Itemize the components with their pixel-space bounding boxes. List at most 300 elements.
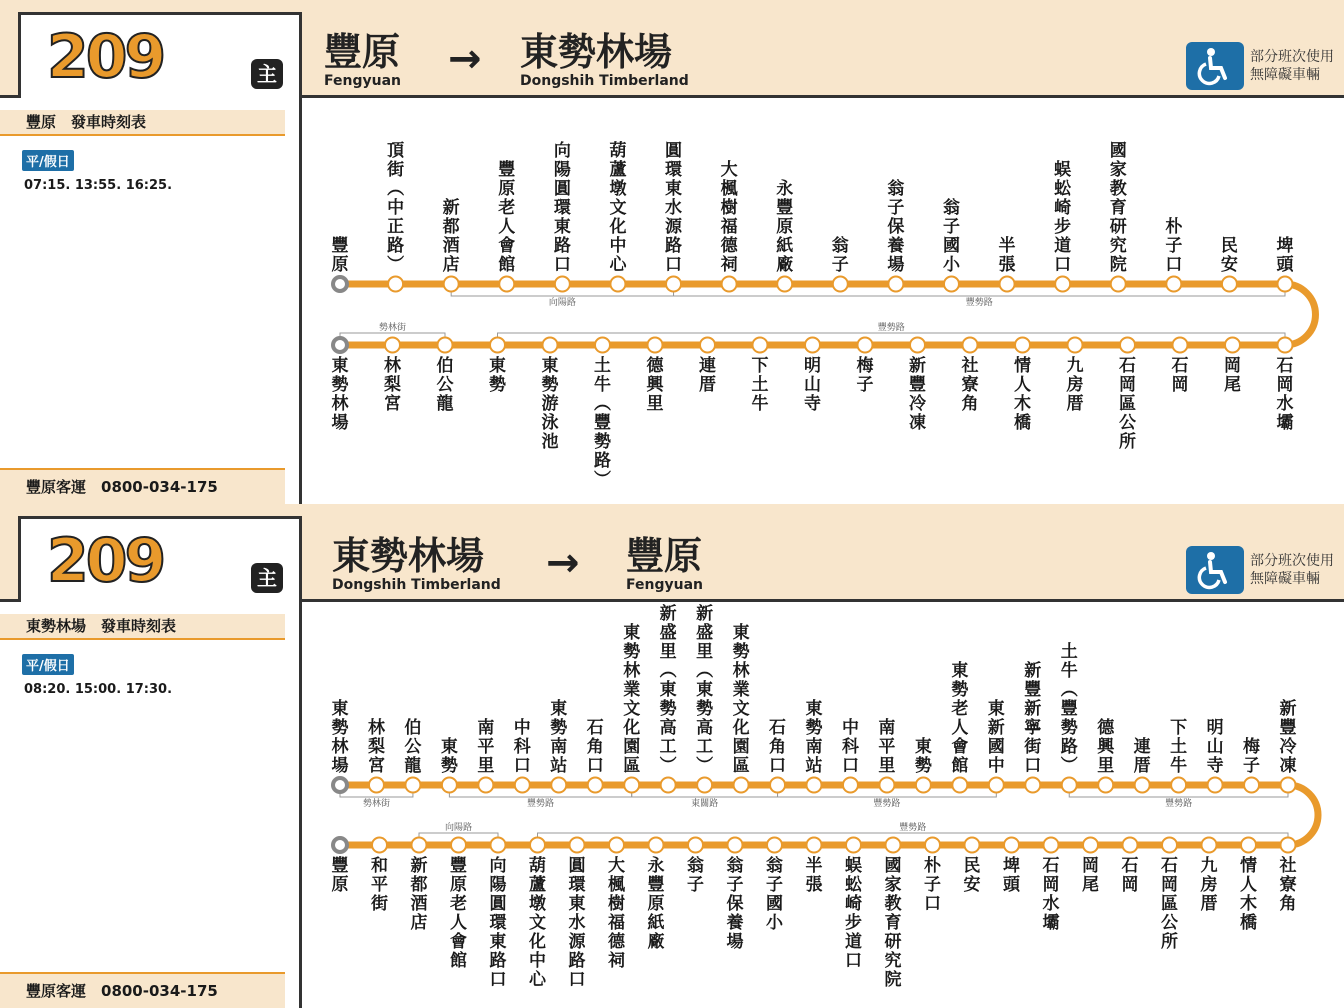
stop-name-char: 林 xyxy=(623,661,641,681)
stop-name-char: 小 xyxy=(942,255,960,275)
stop-name-char: 石 xyxy=(1161,856,1178,876)
stop-name-char: 勢 xyxy=(732,642,750,662)
stop-name-char: 翁 xyxy=(831,236,849,256)
stop-name-char: 路 xyxy=(489,951,507,971)
stop-name-char: 街 xyxy=(1024,737,1042,757)
stop-name-char: ︶ xyxy=(594,470,611,490)
stop-name-char: 九 xyxy=(1066,356,1084,376)
stop-name-char: 東 xyxy=(805,699,823,719)
route-map-area xyxy=(302,98,1344,504)
stop-marker xyxy=(442,778,457,793)
stop-marker xyxy=(767,838,782,853)
stop-name-char: 文 xyxy=(623,699,641,719)
stop-marker xyxy=(1120,338,1135,353)
stop-name-char: 南 xyxy=(550,737,568,757)
main-route-badge: 主 xyxy=(251,59,283,89)
stop-name-char: 頭 xyxy=(1003,875,1020,895)
panel-header xyxy=(0,0,1344,98)
stop-name-char: 原 xyxy=(776,217,794,237)
stop-name-char: 厝 xyxy=(1200,894,1218,914)
stop-name-char: ︵ xyxy=(387,179,405,199)
road-label: 向陽路 xyxy=(548,298,576,308)
stop-marker xyxy=(777,277,792,292)
stop-name-char: 東 xyxy=(659,680,677,700)
origin-name-zh: 東勢林場 xyxy=(332,534,485,578)
stop-name-char: 東 xyxy=(489,932,507,952)
stop-name-char: 場 xyxy=(726,932,744,952)
origin-block xyxy=(324,30,401,88)
stop-name-char: 民 xyxy=(963,856,981,876)
stop-marker xyxy=(1111,277,1126,292)
stop-name-char: 勢 xyxy=(951,680,969,700)
stop-marker xyxy=(405,778,420,793)
stop-name-char: 小 xyxy=(766,913,783,933)
main-route-badge: 主 xyxy=(251,563,283,593)
stop-name-char: 翁 xyxy=(687,856,704,876)
stop-name-char: 翁 xyxy=(942,198,960,218)
stop-name-char: 祠 xyxy=(720,255,738,275)
stop-name-char: 凍 xyxy=(909,413,926,433)
stop-marker xyxy=(1000,277,1015,292)
stop-name-char: 口 xyxy=(924,894,941,914)
stop-name-char: 勢 xyxy=(541,375,559,395)
stop-name-char: 東 xyxy=(541,356,559,376)
stop-name-char: 勢 xyxy=(696,699,714,719)
stop-name-char: 中 xyxy=(609,236,627,256)
stop-name-char: 文 xyxy=(609,198,627,218)
stop-name-char: 新 xyxy=(659,604,677,624)
stop-name-char: 梨 xyxy=(384,375,401,395)
stop-name-char: 水 xyxy=(1276,394,1294,414)
stop-name-char: 都 xyxy=(442,217,460,237)
stop-name-char: 林 xyxy=(331,394,349,414)
stop-name-char: 公 xyxy=(404,737,422,757)
stop-name-char: ︵ xyxy=(1060,680,1078,700)
stop-name-char: 站 xyxy=(550,756,568,776)
stop-marker xyxy=(1166,277,1181,292)
stop-name-char: 工 xyxy=(696,737,714,757)
stop-name-char: 連 xyxy=(699,356,716,376)
stop-name-char: 原 xyxy=(331,255,349,275)
stop-name-char: 口 xyxy=(1165,255,1183,275)
stop-name-char: 區 xyxy=(732,756,750,776)
stop-name-char: 場 xyxy=(887,255,905,275)
stop-name-char: 連 xyxy=(1133,737,1151,757)
stop-marker xyxy=(858,338,873,353)
stop-name-char: 工 xyxy=(659,737,677,757)
stop-marker xyxy=(753,338,768,353)
stop-name-char: 盛 xyxy=(659,623,677,643)
stop-name-char: 寺 xyxy=(804,394,821,414)
stop-name-char: 南 xyxy=(878,718,896,738)
stop-name-char: 新 xyxy=(442,198,460,218)
stop-name-char: 平 xyxy=(371,875,388,895)
stop-name-char: 紙 xyxy=(647,913,665,933)
stop-marker xyxy=(1025,778,1040,793)
stop-name-char: 勢 xyxy=(489,375,506,395)
road-label: 東關路 xyxy=(691,799,719,809)
stop-name-char: 子 xyxy=(687,875,704,895)
stop-name-char: 岡 xyxy=(1171,375,1189,395)
stop-name-char: 科 xyxy=(841,737,859,757)
stop-name-char: 山 xyxy=(804,375,821,395)
road-bracket xyxy=(498,333,1286,341)
stop-name-char: 南 xyxy=(805,737,823,757)
stop-name-char: 牛 xyxy=(1170,756,1188,776)
stop-name-char: 寮 xyxy=(961,375,979,395)
stop-name-char: 化 xyxy=(623,718,641,738)
stop-name-char: 高 xyxy=(696,718,714,738)
stop-name-char: 源 xyxy=(568,932,586,952)
stop-marker xyxy=(570,838,585,853)
stop-marker xyxy=(1123,838,1138,853)
stop-name-char: 步 xyxy=(1054,217,1072,237)
stop-name-char: 圓 xyxy=(489,894,507,914)
stop-marker xyxy=(1241,838,1256,853)
stop-marker xyxy=(1055,277,1070,292)
stop-name-char: 社 xyxy=(961,356,979,376)
stop-name-char: 崎 xyxy=(845,894,862,914)
stop-marker xyxy=(1278,338,1293,353)
stop-name-char: 祠 xyxy=(608,951,625,971)
stop-name-char: 頭 xyxy=(1276,255,1294,275)
stop-name-char: 安 xyxy=(1220,255,1238,275)
stop-marker xyxy=(843,778,858,793)
stop-name-char: 張 xyxy=(998,255,1016,275)
stop-name-char: 保 xyxy=(726,894,744,914)
destination-name-en: Dongshih Timberland xyxy=(520,73,689,89)
stop-marker xyxy=(530,838,545,853)
stop-name-char: 蘆 xyxy=(609,160,627,180)
stop-name-char: 角 xyxy=(961,394,979,414)
stop-marker xyxy=(805,338,820,353)
stop-marker xyxy=(1244,778,1259,793)
stop-marker xyxy=(649,838,664,853)
stop-name-char: 半 xyxy=(998,236,1016,256)
stop-marker xyxy=(499,277,514,292)
accessibility-line-1: 部分班次使用 xyxy=(1250,553,1334,569)
road-label: 豐勢路 xyxy=(1165,799,1193,809)
stop-marker xyxy=(588,778,603,793)
stop-marker xyxy=(1173,338,1188,353)
road-bracket xyxy=(449,789,631,797)
schedule-header: 豐原 發車時刻表 xyxy=(0,110,285,136)
stop-name-char: 心 xyxy=(609,255,627,275)
stop-name-char: 永 xyxy=(647,856,665,876)
stop-name-char: 朴 xyxy=(1165,217,1183,237)
stop-name-char: 公 xyxy=(1119,413,1136,433)
stop-marker xyxy=(1098,778,1113,793)
stop-name-char: 國 xyxy=(884,856,902,876)
stop-name-char: 東 xyxy=(568,894,586,914)
stop-name-char: 研 xyxy=(1109,217,1127,237)
stop-name-char: 新 xyxy=(696,604,714,624)
stop-name-char: 館 xyxy=(450,951,467,971)
stop-name-char: 土 xyxy=(1060,642,1078,662)
terminal-stop-marker xyxy=(333,838,347,852)
stop-name-char: 林 xyxy=(384,356,401,376)
stop-name-char: 口 xyxy=(1054,255,1072,275)
stop-name-char: 牛 xyxy=(751,394,769,414)
stop-marker xyxy=(1208,778,1223,793)
stop-name-char: 東 xyxy=(553,217,571,237)
accessibility-line-2: 無障礙車輛 xyxy=(1250,67,1320,83)
stop-marker xyxy=(728,838,743,853)
stop-name-char: 廠 xyxy=(776,255,794,275)
stop-marker xyxy=(833,277,848,292)
panel-header xyxy=(0,504,1344,602)
stop-name-char: 冷 xyxy=(1279,737,1297,757)
road-bracket xyxy=(674,288,1285,296)
stop-name-char: 里 xyxy=(878,756,896,776)
stop-name-char: 寮 xyxy=(1279,875,1297,895)
stop-name-char: 會 xyxy=(450,932,467,952)
stop-name-char: 凍 xyxy=(1279,756,1297,776)
stop-name-char: 人 xyxy=(450,913,467,933)
stop-name-char: 東 xyxy=(665,179,683,199)
stop-name-char: 園 xyxy=(623,737,641,757)
stop-name-char: 游 xyxy=(541,394,559,414)
stop-name-char: 業 xyxy=(623,680,641,700)
stop-marker xyxy=(1083,838,1098,853)
stop-name-char: 陽 xyxy=(489,875,507,895)
stop-name-char: 廠 xyxy=(647,932,665,952)
stop-name-char: 子 xyxy=(924,875,941,895)
stop-name-char: 勢 xyxy=(550,718,568,738)
day-type-tag: 平/假日 xyxy=(22,150,74,171)
stop-name-char: 豐 xyxy=(1279,718,1297,738)
stop-name-char: 楓 xyxy=(608,875,625,895)
stop-name-char: 環 xyxy=(553,198,571,218)
stop-name-char: 店 xyxy=(442,255,460,275)
stop-name-char: 盛 xyxy=(696,623,714,643)
stop-name-char: 土 xyxy=(594,356,611,376)
stop-name-char: 新 xyxy=(1279,699,1297,719)
stop-name-char: 新 xyxy=(909,356,926,376)
stop-marker xyxy=(697,778,712,793)
origin-name-zh: 豐原 xyxy=(324,30,401,74)
stop-name-char: 寧 xyxy=(1024,718,1042,738)
stop-name-char: 石 xyxy=(769,718,787,738)
stop-name-char: 下 xyxy=(751,356,769,376)
stop-name-char: 東 xyxy=(623,623,641,643)
stop-name-char: 石 xyxy=(1171,356,1189,376)
stop-name-char: 墩 xyxy=(529,894,546,914)
stop-name-char: 翁 xyxy=(726,856,744,876)
stop-name-char: 尾 xyxy=(1224,375,1241,395)
stop-name-char: 子 xyxy=(766,875,783,895)
stop-marker xyxy=(770,778,785,793)
stop-marker xyxy=(444,277,459,292)
stop-name-char: 人 xyxy=(1014,375,1031,395)
stop-name-char: 店 xyxy=(410,913,428,933)
road-label: 豐勢路 xyxy=(877,323,905,333)
stop-name-char: 豐 xyxy=(498,160,516,180)
stop-name-char: 明 xyxy=(804,356,821,376)
stop-name-char: 石 xyxy=(1119,356,1136,376)
stop-name-char: 環 xyxy=(489,913,507,933)
stop-name-char: 蚣 xyxy=(845,875,862,895)
stop-marker xyxy=(369,778,384,793)
terminal-stop-marker xyxy=(333,778,347,792)
stop-name-char: 角 xyxy=(769,737,787,757)
stop-name-char: 半 xyxy=(805,856,823,876)
stop-name-char: 石 xyxy=(586,718,604,738)
stop-marker xyxy=(925,838,940,853)
stop-name-char: 東 xyxy=(732,623,750,643)
stop-name-char: 宮 xyxy=(367,756,385,776)
stop-marker xyxy=(807,778,822,793)
stop-name-char: 岡 xyxy=(1082,856,1099,876)
route-map xyxy=(302,98,1344,504)
stop-name-char: 池 xyxy=(541,432,559,452)
stop-name-char: 道 xyxy=(845,932,862,952)
stop-marker xyxy=(1068,338,1083,353)
stop-marker xyxy=(807,838,822,853)
stop-marker xyxy=(1281,778,1296,793)
stop-name-char: 楓 xyxy=(720,179,738,199)
origin-name-en: Dongshih Timberland xyxy=(332,577,501,593)
stop-name-char: 水 xyxy=(1042,894,1060,914)
stop-name-char: 德 xyxy=(1097,718,1115,738)
stop-name-char: 豐 xyxy=(1060,699,1078,719)
stop-name-char: 山 xyxy=(1206,737,1224,757)
stop-marker xyxy=(624,778,639,793)
stop-marker xyxy=(910,338,925,353)
stop-name-char: 九 xyxy=(1200,856,1218,876)
stop-name-char: ︵ xyxy=(659,661,677,681)
road-label: 向陽路 xyxy=(444,823,473,833)
stop-name-char: 口 xyxy=(769,756,787,776)
stop-name-char: 酒 xyxy=(410,894,428,914)
timetable-panel-return xyxy=(0,504,1344,1008)
stop-name-char: 人 xyxy=(498,217,516,237)
stop-marker xyxy=(1015,338,1030,353)
stop-name-char: 子 xyxy=(831,255,849,275)
schedule-header: 東勢林場 發車時刻表 xyxy=(0,614,285,640)
stop-name-char: 化 xyxy=(529,932,546,952)
stop-name-char: 中 xyxy=(841,718,859,738)
stop-marker xyxy=(886,838,901,853)
stop-name-char: 正 xyxy=(387,217,405,237)
stop-name-char: 勢 xyxy=(623,642,641,662)
stop-name-char: 龍 xyxy=(404,756,422,776)
stop-name-char: 葫 xyxy=(609,141,627,161)
stop-name-char: 葫 xyxy=(529,856,546,876)
stop-name-char: 院 xyxy=(1109,255,1127,275)
stop-name-char: 街 xyxy=(387,160,405,180)
stop-name-char: 站 xyxy=(805,756,823,776)
stop-marker xyxy=(661,778,676,793)
stop-name-char: 豐 xyxy=(776,198,794,218)
stop-name-char: 勢 xyxy=(1060,718,1078,738)
stop-name-char: 房 xyxy=(1066,375,1084,395)
origin-name-en: Fengyuan xyxy=(324,73,401,89)
day-type-tag: 平/假日 xyxy=(22,654,74,675)
stop-name-char: 宮 xyxy=(384,394,401,414)
stop-name-char: 里 xyxy=(1097,756,1115,776)
schedule-sidebar xyxy=(0,602,299,1008)
stop-name-char: 口 xyxy=(489,970,507,990)
stop-name-char: 豐 xyxy=(331,856,349,876)
destination-block xyxy=(520,30,689,88)
route-number: 209 xyxy=(47,22,164,92)
stop-marker xyxy=(1004,838,1019,853)
stop-marker xyxy=(1225,338,1240,353)
stop-name-char: 岡 xyxy=(1224,356,1241,376)
stop-marker xyxy=(888,277,903,292)
stop-name-char: 家 xyxy=(1109,160,1127,180)
stop-name-char: 林 xyxy=(732,661,750,681)
stop-name-char: 勢 xyxy=(331,718,349,738)
stop-name-char: 家 xyxy=(884,875,902,895)
stop-name-char: 興 xyxy=(646,375,664,395)
road-label: 豐勢路 xyxy=(527,799,555,809)
stop-name-char: 場 xyxy=(331,756,349,776)
stop-name-char: 里 xyxy=(659,642,677,662)
route-number-box xyxy=(18,12,302,98)
stop-marker xyxy=(916,778,931,793)
stop-name-char: ︶ xyxy=(659,756,677,776)
stop-name-char: 和 xyxy=(371,856,388,876)
stop-name-char: 老 xyxy=(498,198,516,218)
stop-name-char: 東 xyxy=(696,680,714,700)
stop-name-char: 化 xyxy=(609,217,627,237)
stop-name-char: 原 xyxy=(647,894,665,914)
stop-name-char: 院 xyxy=(884,970,902,990)
stop-marker xyxy=(1281,838,1296,853)
stop-name-char: 國 xyxy=(766,894,783,914)
stop-name-char: 口 xyxy=(841,756,859,776)
stop-name-char: 岡 xyxy=(1276,375,1294,395)
stop-name-char: 高 xyxy=(659,718,677,738)
stop-marker xyxy=(1062,778,1077,793)
stop-name-char: 老 xyxy=(450,894,467,914)
stop-name-char: 路 xyxy=(568,951,586,971)
stop-name-char: 林 xyxy=(331,737,349,757)
wheelchair-icon xyxy=(1186,42,1244,90)
stop-name-char: 情 xyxy=(1240,856,1257,876)
stop-name-char: 水 xyxy=(665,198,683,218)
stop-name-char: 文 xyxy=(732,699,750,719)
direction-arrow: → xyxy=(546,540,580,586)
stop-name-char: 頂 xyxy=(387,141,405,161)
stop-name-char: 福 xyxy=(608,913,625,933)
stop-name-char: 口 xyxy=(586,756,604,776)
stop-name-char: 平 xyxy=(477,737,495,757)
stop-marker xyxy=(1044,838,1059,853)
stop-name-char: 木 xyxy=(1014,394,1031,414)
stop-marker xyxy=(965,838,980,853)
stop-name-char: 岡 xyxy=(1121,875,1139,895)
stop-name-char: 陽 xyxy=(553,160,571,180)
stop-name-char: 原 xyxy=(450,875,467,895)
stop-name-char: 教 xyxy=(884,894,902,914)
stop-name-char: 新 xyxy=(1024,661,1042,681)
stop-name-char: 保 xyxy=(887,217,905,237)
stop-name-char: 梅 xyxy=(1243,737,1261,757)
stop-name-char: 大 xyxy=(608,856,625,876)
stop-marker xyxy=(372,838,387,853)
stop-marker xyxy=(722,277,737,292)
stop-name-char: 究 xyxy=(884,951,902,971)
origin-block xyxy=(332,534,501,592)
stop-name-char: 伯 xyxy=(436,356,454,376)
stop-name-char: 房 xyxy=(1200,875,1218,895)
stop-name-char: 蜈 xyxy=(845,856,862,876)
stop-name-char: 圓 xyxy=(553,179,571,199)
stop-name-char: 勢 xyxy=(440,756,458,776)
